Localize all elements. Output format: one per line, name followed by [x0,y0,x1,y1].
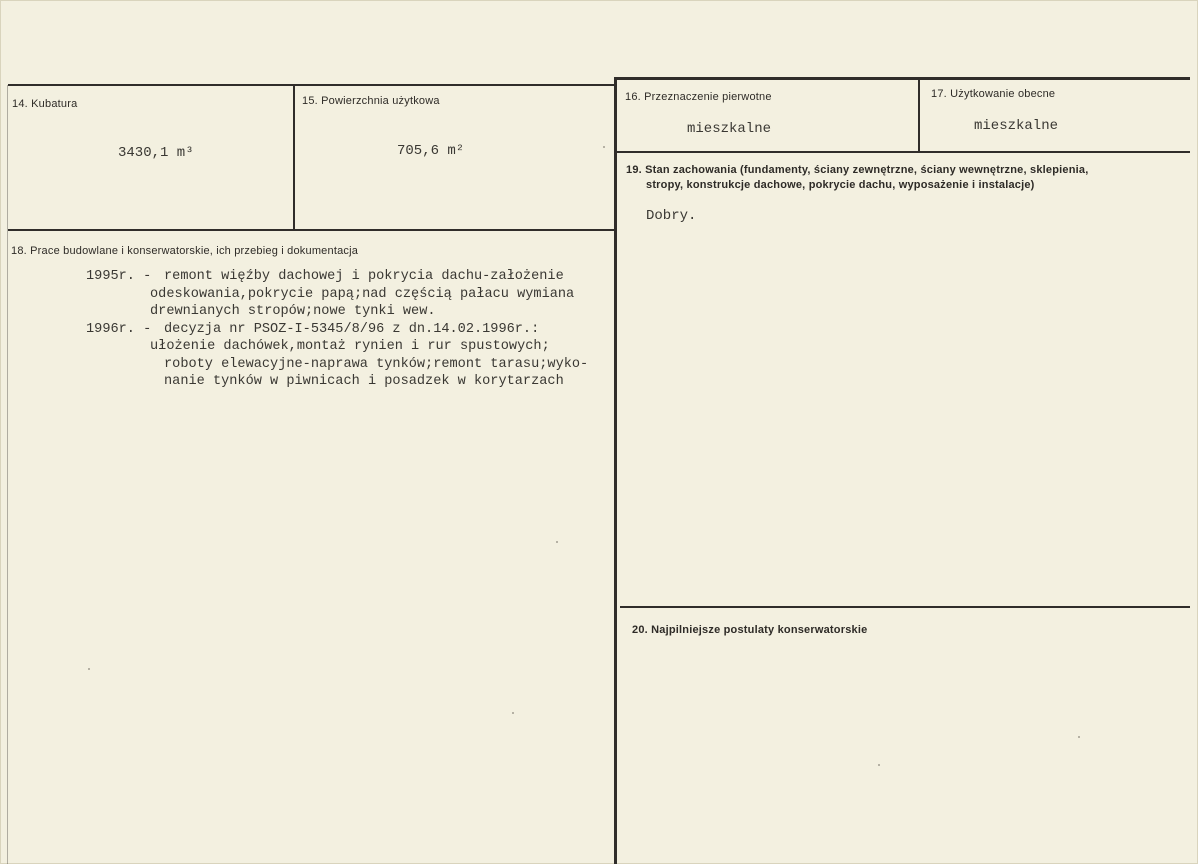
field-14-value: 3430,1 m³ [118,145,194,161]
top-rule-left [8,84,614,86]
field-16-label: 16. Przeznaczenie pierwotne [625,91,772,103]
field-16-value: mieszkalne [687,121,772,137]
field-15-value: 705,6 m² [397,143,465,159]
work-line: odeskowania,pokrycie papą;nad częścią pałacu wymiana [150,286,575,302]
work-line: drewnianych stropów;nowe tynki wew. [150,304,436,319]
field-19-value: Dobry. [646,208,697,224]
paper-speck [1078,736,1080,738]
field-18-label: 18. Prace budowlane i konserwatorskie, ich przebieg i dokumentacja [11,245,359,257]
divider-16-17 [918,79,920,152]
paper-speck [603,146,605,148]
top-rule-right [614,77,1190,80]
field-14-label: 14. Kubatura [12,98,78,110]
field-20-label: 20. Najpilniejsze postulaty konserwatorskie [632,624,868,636]
work-year: 1996r. - [86,321,152,337]
paper-speck [512,712,514,714]
work-entry-1995 [86,268,588,321]
rule-below-14-15 [8,229,616,231]
field-15-label: 15. Powierzchnia użytkowa [302,95,440,107]
field-19-label-line2: stropy, konstrukcje dachowe, pokrycie dachu, wyposażenie i instalacje) [646,179,1035,191]
rule-below-16-17 [616,151,1190,153]
work-line: ułożenie dachówek,montaż rynien i rur spustowych; [150,339,550,354]
work-line: nanie tynków w piwnicach i posadzek w korytarzach [164,374,564,389]
paper-speck [878,764,880,766]
paper-speck [556,541,558,543]
field-19-label-line1: 19. Stan zachowania (fundamenty, ściany zewnętrzne, ściany wewnętrzne, sklepienia, [626,164,1089,176]
work-line: remont więźby dachowej i pokrycia dachu-założenie [164,269,564,284]
paper-speck [88,668,90,670]
work-year: 1995r. - [86,269,152,284]
field-17-value: mieszkalne [974,118,1059,134]
work-line: decyzja nr PSOZ-I-5345/8/96 z dn.14.02.1996r.: [164,321,540,337]
left-edge [7,85,8,864]
divider-left-right [614,79,617,864]
work-line: roboty elewacyjne-naprawa tynków;remont tarasu;wyko- [164,356,589,372]
rule-below-19 [620,606,1190,608]
works-list [86,268,588,391]
work-entry-1996 [86,321,588,391]
field-17-label: 17. Użytkowanie obecne [931,88,1056,100]
divider-14-15 [293,85,295,231]
